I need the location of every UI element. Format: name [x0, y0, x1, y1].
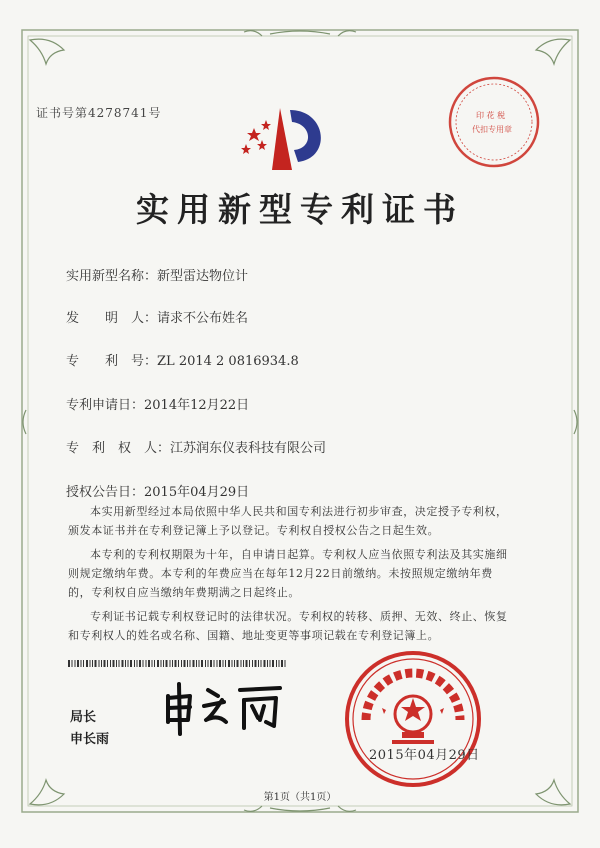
field-label: 授权公告日： — [66, 485, 145, 500]
barcode-bar — [90, 660, 91, 667]
barcode-bar — [110, 660, 111, 667]
certificate-body — [68, 502, 508, 650]
body-paragraph: 本实用新型经过本局依照中华人民共和国专利法进行初步审查，决定授予专利权，颁发本证书并在专利登记簿上予以登记。专利权自授权公告之日起生效。 — [68, 505, 508, 537]
field-model-name — [66, 265, 248, 284]
barcode-bar — [119, 660, 120, 667]
field-label: 专 利 权 人： — [66, 441, 171, 456]
signer-name: 申长雨 — [70, 732, 110, 747]
seal-date: 2015年04月29日 — [369, 748, 480, 763]
barcode-bar — [181, 660, 182, 667]
barcode-bar — [139, 660, 141, 667]
barcode-bar — [148, 660, 150, 667]
barcode-bar — [172, 660, 173, 667]
barcode-bar — [199, 660, 200, 667]
barcode-bar — [223, 660, 224, 667]
barcode-bar — [205, 660, 206, 667]
barcode-bar — [163, 660, 164, 667]
field-value: 新型雷达物位计 — [157, 269, 249, 284]
field-label: 实用新型名称： — [66, 269, 158, 284]
barcode-bar — [234, 660, 235, 667]
barcode-bar — [72, 660, 73, 667]
barcode-bar — [258, 660, 259, 667]
field-application-date — [66, 394, 249, 413]
barcode-bar — [83, 660, 84, 667]
barcode-bar — [190, 660, 191, 667]
barcode-bar — [101, 660, 102, 667]
certificate-title: 实用新型专利证书 — [136, 190, 464, 229]
barcode-bar — [272, 660, 274, 667]
field-label: 发 明 人： — [66, 311, 158, 326]
barcode-bar — [137, 660, 138, 667]
body-paragraph: 专利证书记载专利权登记时的法律状况。专利权的转移、质押、无效、终止、恢复和专利权人的姓名或名称、国籍、地址变更等事项记载在专利登记簿上。 — [68, 610, 508, 642]
field-patent-number — [66, 350, 299, 369]
state-ip-office-seal — [342, 648, 484, 790]
barcode-bar — [130, 660, 132, 667]
barcode-bar — [196, 660, 197, 667]
patent-office-logo — [232, 100, 332, 180]
field-label: 专 利 号： — [66, 354, 158, 369]
barcode-bar — [237, 660, 239, 667]
barcode-bar — [255, 660, 257, 667]
field-value: 2014年12月22日 — [144, 398, 250, 413]
barcode-bar — [270, 660, 271, 667]
barcode-bar — [77, 660, 79, 667]
barcode-bar — [264, 660, 266, 667]
barcode-bar — [187, 660, 188, 667]
barcode-bar — [210, 660, 212, 667]
certificate-number: 证书号第4278741号 — [36, 106, 162, 120]
field-grant-date — [66, 481, 249, 500]
barcode-bar — [122, 660, 124, 667]
barcode-bar — [208, 660, 209, 667]
barcode-bar — [217, 660, 218, 667]
barcode-bar — [261, 660, 262, 667]
barcode-bar — [184, 660, 186, 667]
signer-role: 局长 — [70, 710, 97, 725]
barcode-bar — [246, 660, 248, 667]
barcode-bar — [143, 660, 144, 667]
barcode-bar — [113, 660, 115, 667]
barcode-bar — [152, 660, 153, 667]
barcode-bar — [249, 660, 250, 667]
barcode-bar — [125, 660, 126, 667]
barcode-bar — [276, 660, 277, 667]
barcode-bar — [241, 660, 242, 667]
barcode-bar — [232, 660, 233, 667]
barcode-bar — [267, 660, 268, 667]
field-patentee — [66, 437, 326, 456]
barcode-bar — [146, 660, 147, 667]
barcode-bar — [228, 660, 230, 667]
barcode-bar — [157, 660, 159, 667]
barcode-bar — [285, 660, 286, 667]
field-label: 专利申请日： — [66, 398, 145, 413]
barcode-bar — [75, 660, 76, 667]
barcode-bar — [86, 660, 88, 667]
barcode-bar — [219, 660, 221, 667]
barcode-bar — [166, 660, 168, 667]
barcode-bar — [178, 660, 179, 667]
field-value: 2015年04月29日 — [144, 485, 250, 500]
barcode-bar — [193, 660, 195, 667]
agency-seal — [446, 74, 542, 170]
barcode-bar — [279, 660, 280, 667]
barcode-bar — [243, 660, 244, 667]
barcode-bar — [107, 660, 108, 667]
barcode — [68, 660, 288, 667]
barcode-bar — [68, 660, 70, 667]
barcode-bar — [161, 660, 162, 667]
director-signature — [160, 676, 290, 736]
barcode-bar — [214, 660, 215, 667]
barcode-bar — [225, 660, 226, 667]
body-paragraph: 本专利的专利权期限为十年，自申请日起算。专利权人应当依照专利法及其实施细则规定缴纳年费。本专利的年费应当在每年12月22日前缴纳。未按照规定缴纳年费的，专利权自应当缴纳年费期满之日起终止。 — [68, 548, 508, 599]
barcode-bar — [104, 660, 106, 667]
barcode-bar — [175, 660, 177, 667]
svg-text:印 花 税: 印 花 税 — [476, 111, 506, 120]
barcode-bar — [281, 660, 283, 667]
barcode-bar — [201, 660, 203, 667]
barcode-bar — [128, 660, 129, 667]
page-number: 第1页（共1页） — [263, 792, 337, 803]
barcode-bar — [92, 660, 93, 667]
field-value: 请求不公布姓名 — [157, 311, 249, 326]
barcode-bar — [99, 660, 100, 667]
field-value: 江苏润东仪表科技有限公司 — [170, 441, 327, 456]
barcode-bar — [95, 660, 97, 667]
barcode-bar — [81, 660, 82, 667]
field-value: ZL 2014 2 0816934.8 — [157, 354, 299, 369]
barcode-bar — [252, 660, 253, 667]
barcode-bar — [170, 660, 171, 667]
barcode-bar — [116, 660, 117, 667]
barcode-bar — [154, 660, 155, 667]
field-inventor — [66, 307, 248, 326]
barcode-bar — [134, 660, 135, 667]
svg-text:代扣专用章: 代扣专用章 — [472, 125, 512, 134]
